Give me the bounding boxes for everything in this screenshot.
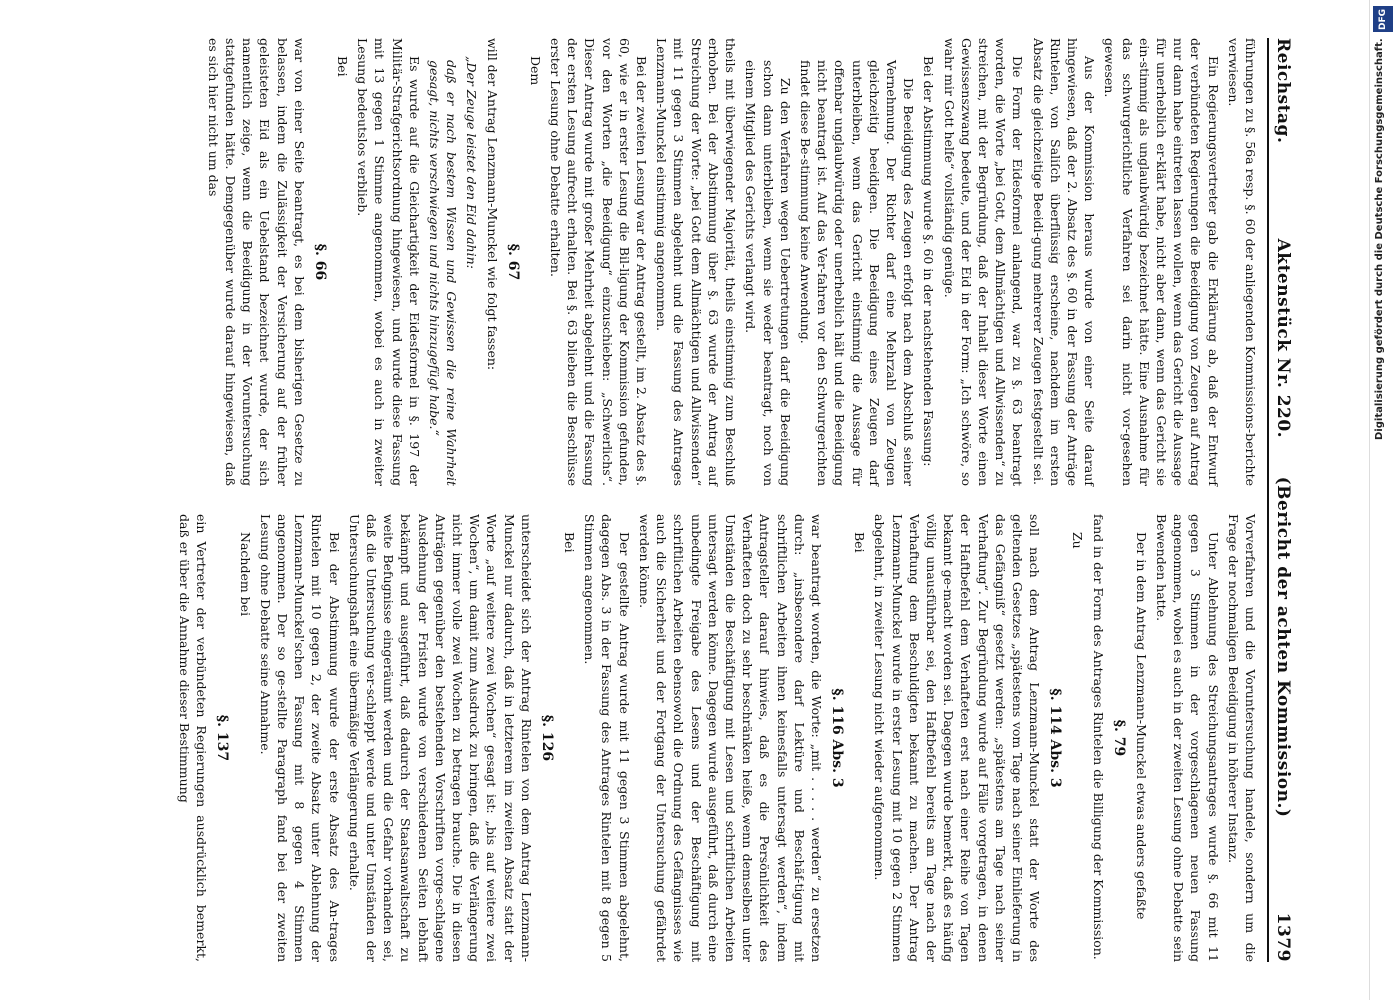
paragraph: soll nach dem Antrag Lenzmann-Munckel statt der Worte des geltenden Gesetzes „spätestens vom Tage nach seiner Einlieferung in das Gefängniß“ gesetzt werden: „spätestens am Tage nach seiner Verhaftung“. Zur Begründung wurde auf Fälle vorgetragen, in denen der Haftbefehl dem Verhafteten erst nach einer Reihe von Tagen bekannt ge-macht worden sei. Dagegen wurde bemerkt, daß es häufig völlig unausführbar sei, den Haftbefehl bereits am Tage nach der Verhaftung dem Beschuldigten bekannt zu machen. Der Antrag Lenzmann-Munckel wurde in erster Lesung mit 10 gegen 2 Stimmen abgelehnt, in zweiter Lesung nicht wieder aufgenommen.: [872, 514, 1043, 962]
quoted-paragraph: „Der Zeuge leistet den Eid dahin:: [464, 56, 480, 269]
column-left: [79, 38, 1259, 486]
section-heading: §. 137: [214, 714, 231, 762]
paragraph: Bei: [852, 532, 868, 553]
paragraph: ein Vertreter der verbündeten Regierungen ausdrücklich bemerkt, daß er über die Annahme dieser Bestimmung: [177, 514, 210, 962]
quoted-paragraph: daß er nach bestem Wissen und Gewissen die reine Wahrheit gesagt, nichts verschwiegen und nichts hinzugefügt habe.“: [427, 60, 460, 486]
paragraph: theils mit überwiegender Majorität, theils einstimmig zum Beschluß erhoben. Bei der Abstimmung über §. 63 wurde der Antrag auf Streichung der Worte: „bei Gott dem Allmächtigen und Allwissenden“ mit 11 gegen 3 Stimmen abgelehnt und die Fassung des Antrages Lenzmann-Munckel einstimmig angenommen.: [654, 38, 739, 486]
page-number: 1379: [1273, 912, 1293, 962]
column-right: [79, 514, 1259, 962]
document-page: [55, 20, 1315, 980]
header-center: [1273, 143, 1293, 912]
paragraph: Bei der Abstimmung wurde §. 60 in der nachstehenden Fassung:: [921, 56, 937, 467]
paragraph: war beantragt worden, die Worte: „mit . . . . . werden“ zu ersetzen durch: „insbesondere darf Lektüre und Beschäf-tigung mit schriftlichen Arbeiten ihnen keinesfalls untersagt werden“, indem Antragsteller darauf hinwies, daß es die Persönlichkeit des Verhafteten doch zu sehr beschränken heiße, wenn demselben unter Umständen die Beschäftigung mit Lesen und schriftlichen Arbeiten untersagt werden könne. Dagegen wurde ausgeführt, daß durch eine unbedingte Freigabe des Lesens und der Beschäftigung mit schriftlichen Arbeiten ebensowohl die Ordnung des Gefängnisses wie auch die Sicherheit und der Fortgang der Untersuchung gefährdet werden könne.: [636, 514, 824, 962]
section-heading: §. 66: [311, 243, 328, 281]
section-heading: §. 126: [538, 714, 555, 762]
paragraph: Vorverfahren und die Voruntersuchung handele, sondern um die Frage der nochmaligen Beeidigung in höherer Instanz.: [1225, 514, 1258, 962]
paragraph: Ein Regierungsvertreter gab die Erklärung ab, daß der Entwurf der verbündeten Regierungen die Beeidigung von Zeugen auf Antrag nur dann habe eintreten lassen wollen, wenn das Gericht die Aussage für unerheblich er-klärt habe, nicht aber dann, wenn das Gericht sie ein-stimmig als unglaubwürdig bezeichnet hätte. Eine Ausnahme für das schwurgerichtliche Verfahren sei darin nicht vor-gesehen gewesen.: [1102, 38, 1221, 486]
paragraph: Bei: [335, 56, 351, 77]
paragraph: führungen zu §. 56a resp. §. 60 der anliegenden Kommissions-berichte verwiesen.: [1225, 38, 1258, 486]
paragraph: Der in dem Antrag Lenzmann-Munckel etwas anders gefaßte: [1133, 532, 1149, 920]
paragraph: Der gestellte Antrag wurde mit 11 gegen 3 Stimmen abgelehnt, dagegen Abs. 3 in der Fassung des Antrages Rintelen mit 8 gegen 5 Stimmen angenommen.: [582, 514, 632, 962]
page-header: [1267, 38, 1293, 962]
paragraph: Bei der zweiten Lesung war der Antrag gestellt, im 2. Absatz des §. 60, wie er in erster Lesung die Bil-ligung der Kommission gefunden, vor den Worten „die Beeidigung“ einzuschieben: „Schwerlichs“. Dieser Antrag wurde mit großer Mehrheit abgelehnt und die Fassung der ersten Lesung aufrecht erhalten. Bei §. 63 blieben die Beschlüsse erster Lesung ohne Debatte erhalten.: [548, 38, 650, 486]
section-heading: §. 116 Abs. 3: [828, 688, 845, 788]
paragraph: fand in der Form des Antrages Rintelen die Billigung der Kommission.: [1090, 514, 1106, 960]
dfg-logo: DFG: [1373, 6, 1393, 32]
quoted-paragraph: Zu den Verfahren wegen Uebertretungen darf die Beeidigung schon dann unterbleiben, wenn sie weder beantragt, noch von einem Mitglied des Gerichts verlangt wird.: [743, 60, 793, 486]
paragraph: Nachdem bei: [237, 532, 253, 617]
quoted-paragraph: Die Beeidigung des Zeugen erfolgt nach dem Abschluß seiner Vernehmung. Der Richter darf eine Mehrzahl von Zeugen gleichzeitig beeidigen. Die Beeidigung eines Zeugen darf unterbleiben, wenn das Gericht einstimmig die Aussage für offenbar unglaubwürdig oder unerheblich hält und die Beeidigung nicht beantragt ist. Auf das Ver-fahren vor den Schwurgerichten findet diese Be-stimmung keine Anwendung.: [797, 60, 917, 486]
paragraph: Bei: [562, 532, 578, 553]
paragraph: unterscheidet sich der Antrag Rintelen von dem Antrag Lenzmann-Munckel nur dadurch, daß in letzterem im zweiten Absatz statt der Worte „auf weitere zwei Wochen“ gesagt ist: „bis auf weitere zwei Wochen“, um damit zum Ausdruck zu bringen, daß die Verlängerung nicht immer volle zwei Wochen zu betragen brauche. Die in diesen Anträgen gegenüber den bestehenden Vorschriften vorge-schlagene Ausdehnung der Fristen wurde von verschiedenen Seiten lebhaft bekämpft und ausgeführt, daß dadurch der Staatsanwaltschaft zu weite Befugnisse eingeräumt werden und die Gefahr vorhanden sei, daß die Untersuchung ver-schleppt werde und unter Umständen der Untersuchungshaft eine übermäßige Verlängerung erhalte.: [346, 514, 534, 962]
section-heading: §. 114 Abs. 3: [1047, 688, 1064, 788]
paragraph: Unter Ablehnung des Streichungsantrages wurde §. 66 mit 11 gegen 3 Stimmen in der vorgeschlagenen neuen Fassung angenommen, wobei es auch in der zweiten Lesung ohne Debatte sein Bewenden hatte.: [1153, 514, 1221, 962]
funding-credit-strip: [1369, 0, 1397, 1000]
header-section-title: (Bericht der achten Kommission.): [1273, 476, 1293, 818]
paragraph: Die Form der Eidesformel anlangend, war zu §. 63 beantragt worden, die Worte „bei Gott, dem Allmächtigen und Allwissenden“ zu streichen, mit der Begründung, daß der Inhalt dieser Worte einen Gewissenszwang bedeute, und der Eid in der Form: „Ich schwöre, so wahr mir Gott helfe“ vollständig genüge.: [941, 38, 1026, 486]
paragraph: war von einer Seite beantragt, es bei dem bisherigen Gesetze zu belassen, indem die Zulässigkeit der Versicherung auf der früher geleisteten Eid als ein Uebelstand bezeichnet wurde, der sich namentlich zeige, wenn die Beeidigung in der Voruntersuchung stattgefunden hätte. Demgegenüber wurde darauf hingewiesen, daß es sich hier nicht um das: [205, 38, 307, 486]
paragraph: Aus der Kommission heraus wurde von einer Seite darauf hingewiesen, daß der 2. Absatz des §. 60 in der Fassung der Anträge Rintelen, von Saliſch überflüssig erscheine, nachdem im ersten Absatz die gleichzeitige Beeidi-gung mehrerer Zeugen festgestellt sei.: [1030, 38, 1098, 486]
paragraph: Es wurde auf die Gleichartigkeit der Eidesformel in §. 197 der Militär-Strafgerichtsordnung hingewiesen, und wurde diese Fassung mit 13 gegen 1 Stimme angenommen, wobei es auch in zweiter Lesung bedeutslos verblieb.: [355, 38, 422, 486]
paragraph: will der Antrag Lenzmann-Munckel wie folgt fassen:: [484, 38, 500, 371]
section-heading: §. 79: [1110, 719, 1127, 757]
section-heading: §. 67: [504, 243, 521, 281]
funding-credit-text: Digitalisierung gefördert durch die Deutsche Forschungsgemeinschaft.: [1374, 38, 1385, 440]
header-left: Reichstag.: [1273, 38, 1293, 144]
paragraph: Dem: [527, 56, 543, 86]
paragraph: Zu: [1070, 532, 1086, 549]
text-columns: [79, 38, 1259, 962]
paragraph: Bei der Abstimmung wurde der erste Absatz des An-trages Rintelen mit 10 gegen 2, der zweite Absatz unter Ablehnung der Lenzmann-Munckel'schen Fassung mit 8 gegen 4 Stimmen angenommen. Der so ge-stellte Paragraph fand bei der zweiten Lesung ohne Debatte seine Annahme.: [257, 514, 342, 962]
header-document-number: Aktenstück Nr. 220.: [1273, 238, 1293, 439]
